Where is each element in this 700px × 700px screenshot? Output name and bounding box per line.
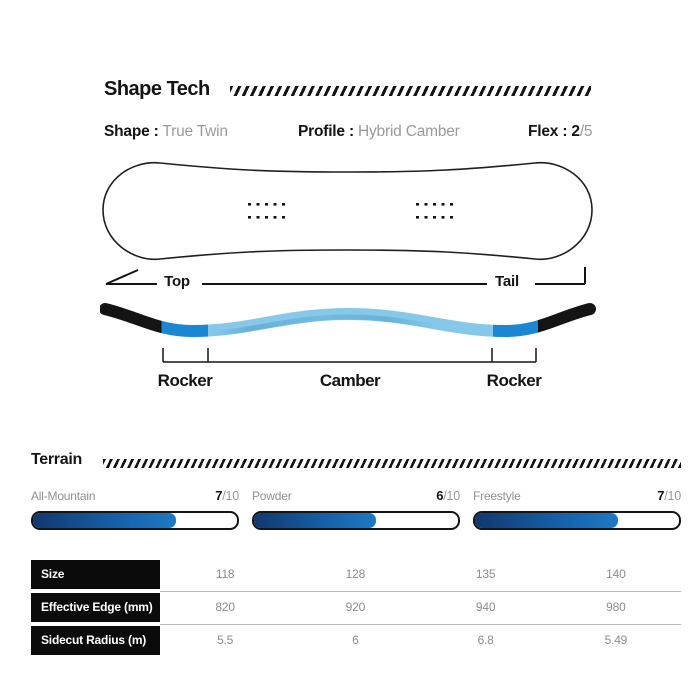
table-cell: 940 xyxy=(475,600,496,614)
rating-score-value: 7 xyxy=(215,488,223,503)
rating-bar xyxy=(31,511,239,530)
spec-shape-value: True Twin xyxy=(162,123,228,140)
rating-score-value: 6 xyxy=(436,488,444,503)
tail-label: Tail xyxy=(495,273,519,290)
table-cell: 5.5 xyxy=(217,633,234,647)
row-values xyxy=(160,560,681,589)
rating-powder xyxy=(252,488,460,530)
table-cell: 6.8 xyxy=(477,633,494,647)
row-header-size: Size xyxy=(31,560,160,589)
row-values xyxy=(160,626,681,655)
table-cell: 5.49 xyxy=(604,633,628,647)
rating-bar xyxy=(473,511,681,530)
rating-all-mountain xyxy=(31,488,239,530)
rating-bar-fill xyxy=(254,513,376,528)
rating-score-max: /10 xyxy=(443,489,460,503)
spec-flex xyxy=(528,123,592,141)
board-outline xyxy=(103,163,592,260)
table-separator xyxy=(160,624,681,625)
rating-freestyle xyxy=(473,488,681,530)
spec-flex-denom: /5 xyxy=(579,123,593,140)
table-row xyxy=(31,626,681,655)
left-tick xyxy=(106,270,138,284)
rating-score xyxy=(657,488,681,503)
table-cell: 820 xyxy=(215,600,235,614)
rating-bar-fill xyxy=(475,513,618,528)
terrain-ratings xyxy=(31,488,681,530)
rating-score xyxy=(436,488,460,503)
rating-score xyxy=(215,488,239,503)
shape-tech-title: Shape Tech xyxy=(104,78,210,100)
table-row xyxy=(31,593,681,622)
table-row xyxy=(31,560,681,589)
rating-score-max: /10 xyxy=(664,489,681,503)
table-cell: 135 xyxy=(475,567,496,581)
table-separator xyxy=(160,591,681,592)
camber-profile-diagram xyxy=(100,293,597,378)
zone-brackets xyxy=(163,348,536,362)
spec-profile-label: Profile : xyxy=(298,123,354,140)
rating-label: All-Mountain xyxy=(31,489,96,503)
spec-shape-label: Shape : xyxy=(104,123,159,140)
spec-shape xyxy=(104,123,228,141)
rocker-right-label: Rocker xyxy=(486,371,542,390)
table-cell: 920 xyxy=(345,600,366,614)
terrain-title: Terrain xyxy=(31,451,82,468)
profile-band xyxy=(105,309,590,331)
top-label: Top xyxy=(164,273,190,290)
spec-profile xyxy=(298,123,460,141)
spec-flex-score: 2 xyxy=(571,123,580,140)
spec-flex-label: Flex : xyxy=(528,123,568,140)
rating-bar-fill xyxy=(33,513,176,528)
board-topview-diagram xyxy=(100,153,597,268)
table-cell: 980 xyxy=(606,600,626,614)
rating-score-value: 7 xyxy=(657,488,665,503)
spec-profile-value: Hybrid Camber xyxy=(358,123,460,140)
row-values xyxy=(160,593,681,622)
table-cell: 6 xyxy=(352,633,359,647)
rating-score-max: /10 xyxy=(222,489,239,503)
rating-label: Powder xyxy=(252,489,292,503)
camber-label: Camber xyxy=(319,371,381,390)
row-header-effective-edge: Effective Edge (mm) xyxy=(31,593,160,622)
rocker-left-label: Rocker xyxy=(157,371,213,390)
rating-bar xyxy=(252,511,460,530)
row-header-sidecut-radius: Sidecut Radius (m) xyxy=(31,626,160,655)
size-spec-table xyxy=(31,560,681,659)
table-cell: 140 xyxy=(606,567,626,581)
hatch-divider-terrain xyxy=(103,459,681,468)
rating-label: Freestyle xyxy=(473,489,521,503)
hatch-divider xyxy=(230,86,591,96)
table-cell: 128 xyxy=(345,567,366,581)
table-cell: 118 xyxy=(215,567,235,581)
